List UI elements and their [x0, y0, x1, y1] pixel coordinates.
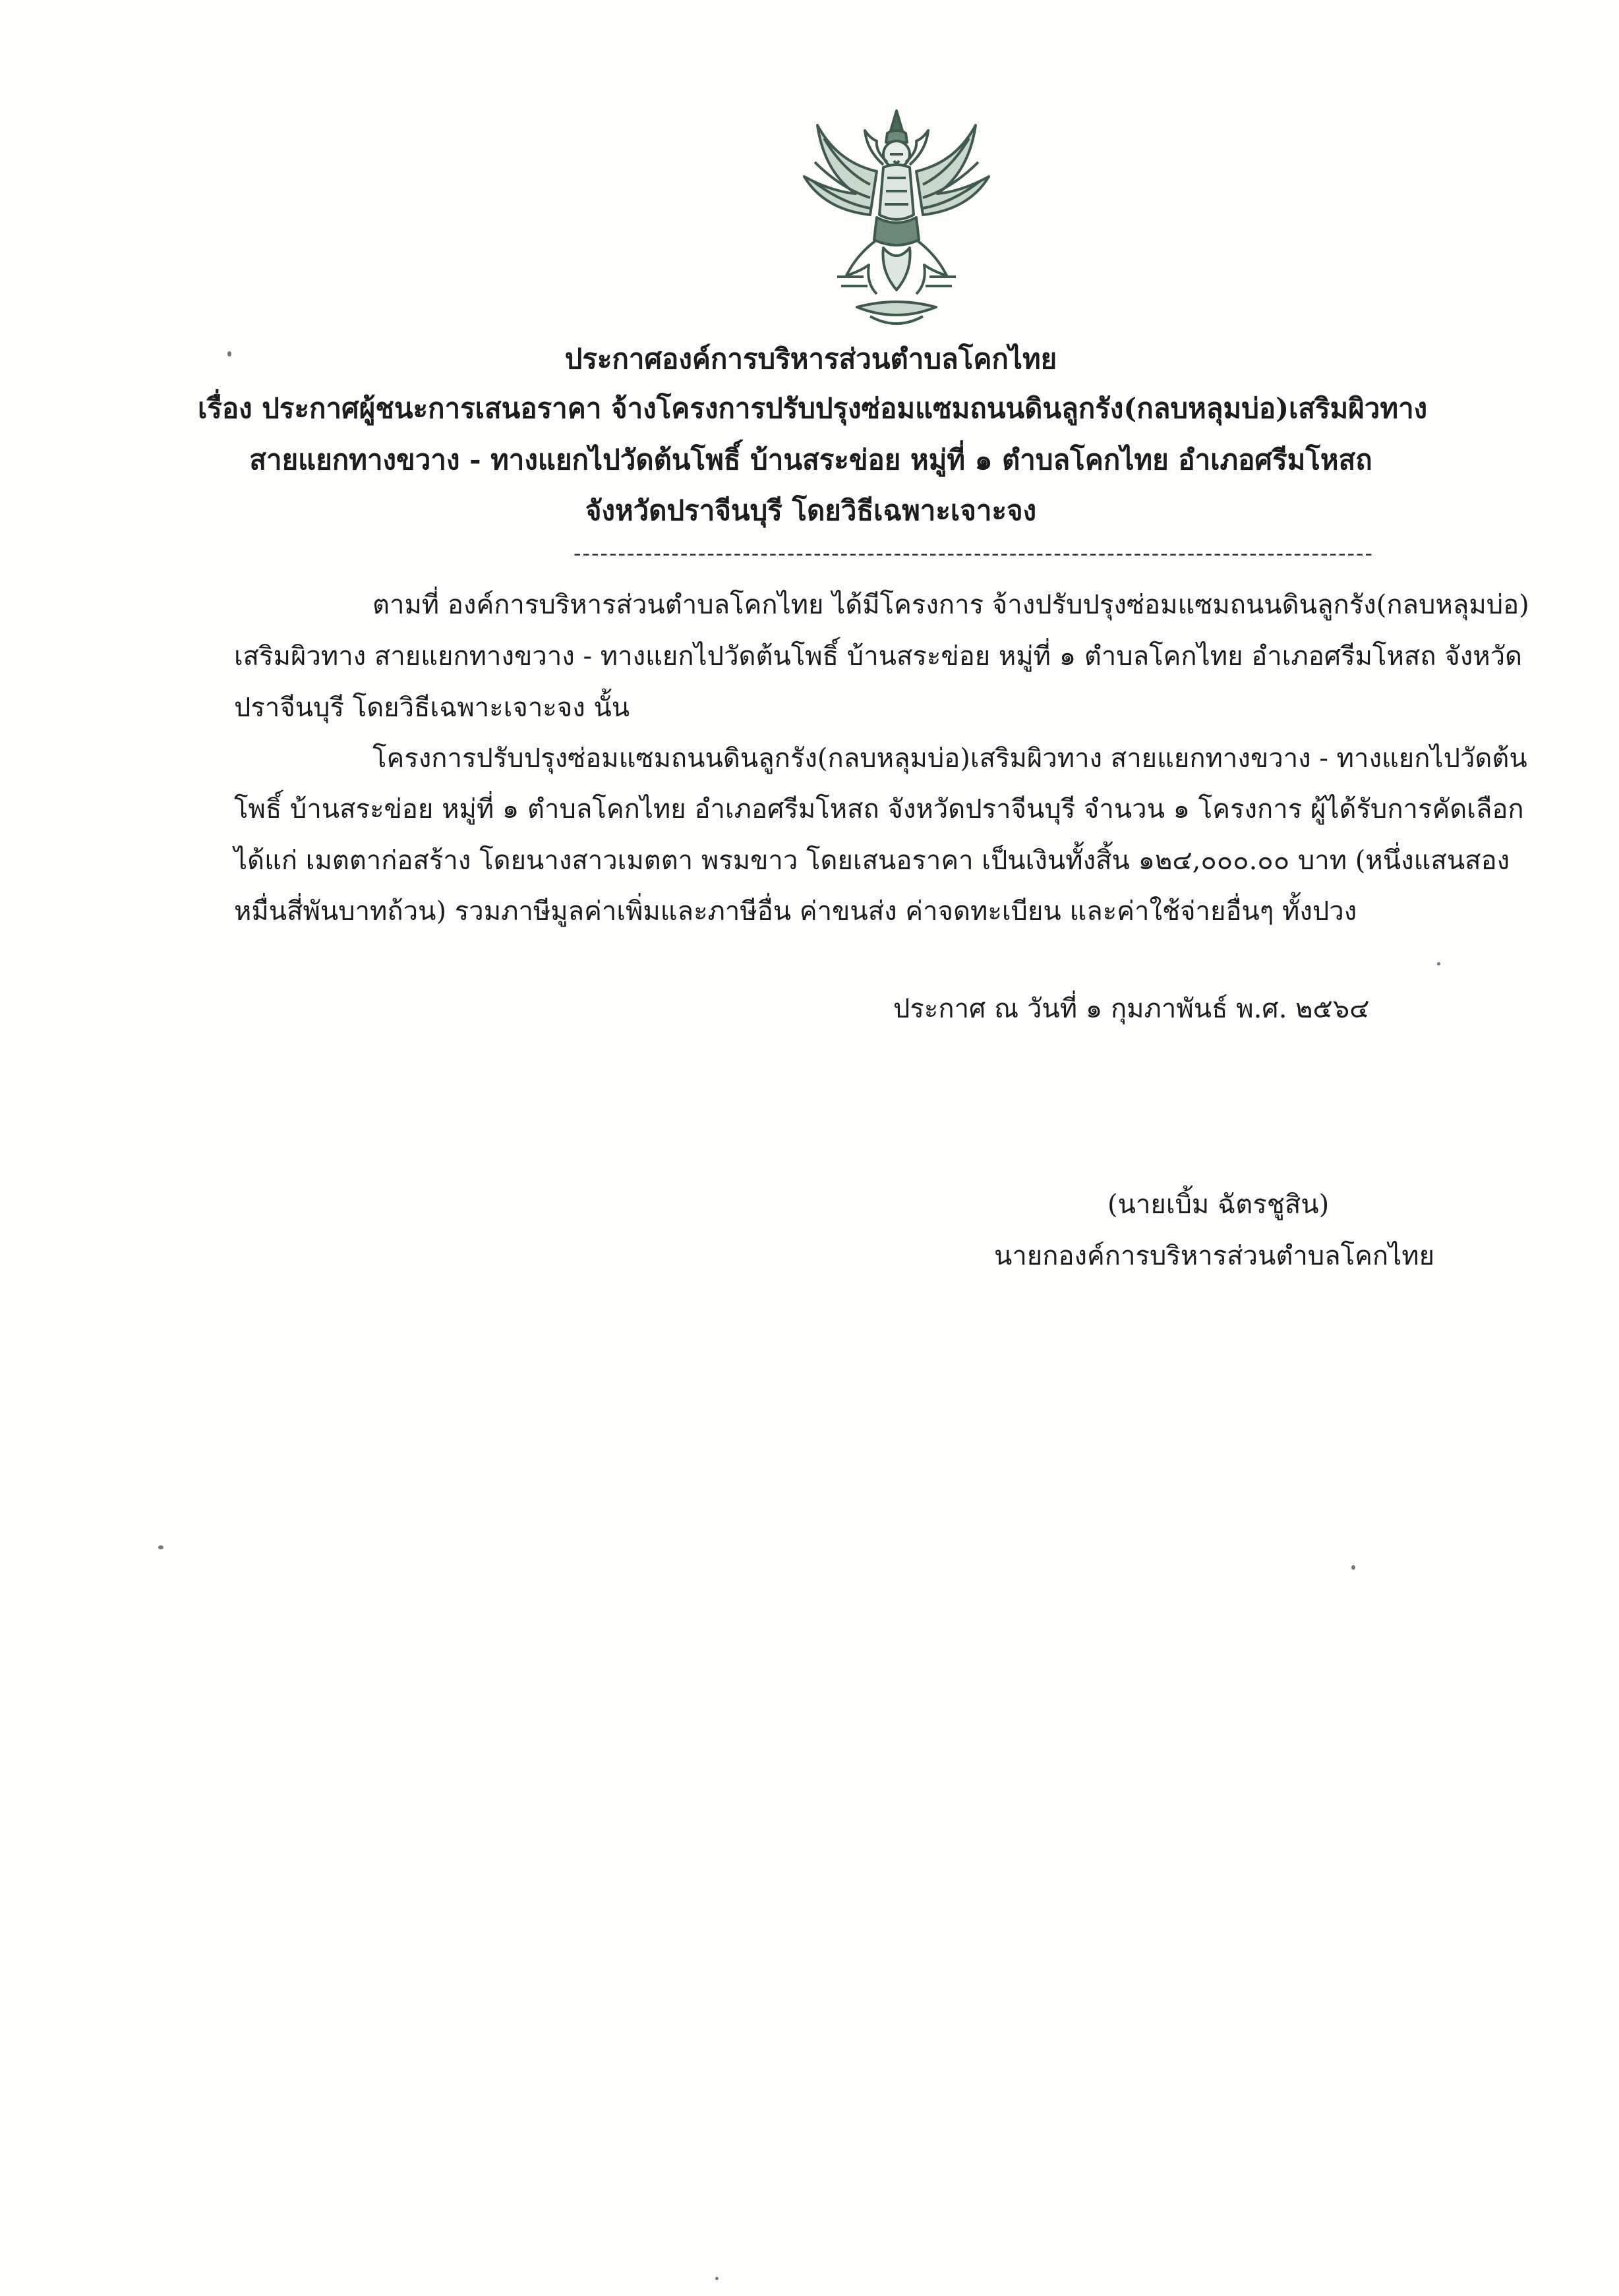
announcement-subject-line-2: สายแยกทางขวาง - ทางแยกไปวัดต้นโพธิ์ บ้านสระข่อย หมู่ที่ ๑ ตำบลโคกไทย อำเภอศรีมโหสถ [249, 444, 1372, 476]
paragraph-2-line-2: โพธิ์ บ้านสระข่อย หมู่ที่ ๑ ตำบลโคกไทย อำเภอศรีมโหสถ จังหวัดปราจีนบุรี จำนวน ๑ โครงการ ผู้ได้รับการคัดเลือก [234, 794, 1524, 824]
scan-speck [1437, 962, 1440, 965]
scan-speck [158, 1545, 163, 1549]
scan-speck [227, 351, 231, 357]
signatory-name: (นายเบิ้ม ฉัตรชูสิน) [1107, 1190, 1330, 1220]
paragraph-2-line-3: ได้แก่ เมตตาก่อสร้าง โดยนางสาวเมตตา พรมขาว โดยเสนอราคา เป็นเงินทั้งสิ้น ๑๒๔,๐๐๐.๐๐ บาท (หนึ่งแสนสอง [234, 846, 1510, 876]
paragraph-2-line-4: หมื่นสี่พันบาทถ้วน) รวมภาษีมูลค่าเพิ่มและภาษีอื่น ค่าขนส่ง ค่าจดทะเบียน และค่าใช้จ่ายอื่นๆ ทั้งปวง [234, 896, 1357, 927]
announcement-subject-line-1: เรื่อง ประกาศผู้ชนะการเสนอราคา จ้างโครงการปรับปรุงซ่อมแซมถนนดินลูกรัง(กลบหลุมบ่อ)เสริมผิวทาง [198, 392, 1428, 424]
announcement-subject-line-3: จังหวัดปราจีนบุรี โดยวิธีเฉพาะเจาะจง [585, 494, 1037, 527]
announcement-date: ประกาศ ณ วันที่ ๑ กุมภาพันธ์ พ.ศ. ๒๕๖๔ [893, 994, 1370, 1024]
scan-speck [715, 2277, 719, 2280]
announcement-title: ประกาศองค์การบริหารส่วนตำบลโคกไทย [564, 343, 1057, 375]
scan-speck [1351, 1565, 1355, 1570]
paragraph-1-line-3: ปราจีนบุรี โดยวิธีเฉพาะเจาะจง นั้น [234, 693, 630, 723]
title-divider: ------------------------------------------------------------------------------------------ [574, 540, 1374, 567]
signatory-position: นายกองค์การบริหารส่วนตำบลโคกไทย [994, 1241, 1435, 1271]
paragraph-1-line-2: เสริมผิวทาง สายแยกทางขวาง - ทางแยกไปวัดต้นโพธิ์ บ้านสระข่อย หมู่ที่ ๑ ตำบลโคกไทย อำเภอศรีมโหสถ จังหวัด [234, 641, 1523, 672]
paragraph-2-line-1: โครงการปรับปรุงซ่อมแซมถนนดินลูกรัง(กลบหลุมบ่อ)เสริมผิวทาง สายแยกทางขวาง - ทางแยกไปวัดต้น [372, 743, 1527, 774]
garuda-emblem-icon [778, 99, 1015, 336]
paragraph-1-line-1: ตามที่ องค์การบริหารส่วนตำบลโคกไทย ได้มีโครงการ จ้างปรับปรุงซ่อมแซมถนนดินลูกรัง(กลบหลุมบ่อ) [372, 590, 1529, 620]
